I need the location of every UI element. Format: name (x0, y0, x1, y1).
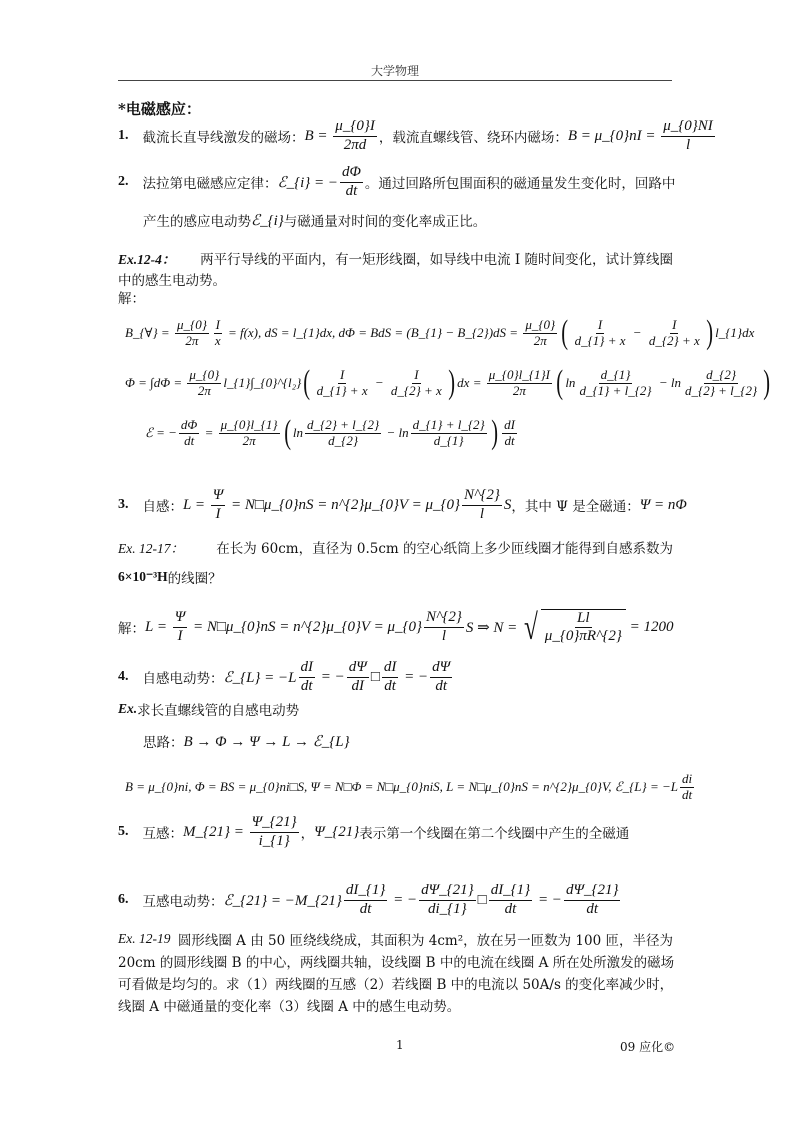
math-text: S ⇒ N = (465, 619, 522, 636)
footer-note: 09 应化© (620, 1040, 676, 1054)
formula (305, 118, 379, 154)
formula (251, 211, 284, 230)
math-text: = N□μ_{0}nS = n^{2}μ_{0}V = μ_{0} (189, 618, 422, 635)
denominator: d_{1} + x (316, 382, 368, 398)
text-line (125, 311, 754, 355)
numerator: dΨ (347, 659, 369, 677)
math-text: ℰ = − (145, 425, 177, 440)
denominator: μ_{0}πR^{2} (544, 628, 622, 644)
paren: ) (763, 364, 771, 401)
text: 截流长直导线激发的磁场： (142, 130, 305, 146)
item-number: 2. (118, 174, 129, 189)
math-text: ℰ_{i} (251, 212, 284, 229)
denominator: d_{2} + x (648, 332, 700, 348)
numerator: d_{1} + l_{2} (412, 416, 485, 432)
denominator: I (177, 627, 183, 644)
fraction (179, 418, 199, 449)
item-number: 3. (118, 497, 129, 512)
radical-sign: √ (523, 606, 538, 647)
item-number: 4. (118, 669, 129, 684)
math-text: − (629, 325, 645, 340)
math-text: = (201, 425, 217, 440)
fraction (315, 368, 370, 399)
paren: ( (561, 314, 569, 351)
fraction (187, 368, 221, 399)
math-text: l_{1}dx (715, 325, 755, 340)
math-text: Φ = ∫dΦ = (125, 375, 186, 390)
fraction (680, 772, 694, 803)
text: 互感： (142, 826, 183, 842)
formula (568, 118, 717, 154)
math-text: ln (292, 425, 303, 440)
numerator: dI_{1} (344, 882, 388, 900)
fraction (647, 318, 702, 349)
fraction (305, 418, 381, 449)
numerator: I (414, 366, 419, 382)
math-text: ℰ_{L} = −L (223, 669, 297, 686)
text-line (118, 810, 629, 854)
denominator: di_{1} (428, 900, 467, 917)
text: 求长直螺线管的自感电动势 (137, 703, 300, 719)
fraction (683, 368, 759, 399)
numerator: N^{2} (462, 487, 502, 505)
denominator: I (215, 505, 221, 522)
fraction (523, 318, 557, 349)
text: 。通过回路所包围面积的磁通量发生变化时，回路中 (364, 176, 676, 192)
fraction (462, 487, 502, 523)
fraction (389, 368, 444, 399)
math-text: = N□μ_{0}nS = n^{2}μ_{0}V = μ_{0} (227, 496, 460, 513)
math-text: − ln (655, 375, 682, 390)
formula (183, 814, 301, 850)
math-text: dx = (457, 375, 485, 390)
math-text: B = (304, 127, 332, 144)
numerator: dΦ (180, 416, 198, 432)
numerator: dΦ (340, 164, 363, 182)
denominator: 2π (533, 332, 547, 348)
formula (145, 606, 674, 647)
text: 解： (118, 291, 145, 307)
text: 产生的感应电动势 (143, 214, 251, 230)
numerator: μ_{0}l_{1} (220, 416, 278, 432)
fraction (489, 882, 533, 918)
numerator: di (682, 770, 693, 786)
math-text: = − (389, 891, 418, 908)
text-line (145, 411, 519, 455)
math-text: □ (370, 668, 380, 685)
denominator: x (214, 332, 221, 348)
header-rule (118, 80, 672, 81)
formula (125, 772, 696, 803)
numerator: d_{1} (600, 366, 631, 382)
denominator: d_{1} (433, 432, 464, 448)
page-header-title: 大学物理 (370, 64, 419, 78)
fraction (299, 659, 316, 695)
text: 法拉第电磁感应定律： (142, 176, 278, 192)
numerator: Ψ_{21} (250, 814, 299, 832)
fraction (430, 659, 452, 695)
numerator: μ_{0} (189, 366, 220, 382)
math-text: = 1200 (625, 618, 674, 635)
denominator: dt (300, 677, 313, 694)
text: 可看做是均匀的。求（1）两线圈的互感（2）若线圈 B 中的电流以 50A/s 的变化率减少时， (118, 977, 674, 993)
text: ，载流直螺线管、绕环内磁场： (378, 130, 568, 146)
item-number: 6. (118, 892, 129, 907)
text-line (125, 765, 696, 809)
numerator: dΨ (430, 659, 452, 677)
math-text: B_{∀} = (125, 325, 173, 340)
text: 自感： (142, 499, 183, 515)
denominator: dt (345, 182, 358, 199)
text: 20cm 的圆形线圈 B 的中心，两线圈共轴，设线圈 B 中的电流在线圈 A 所在处所激发的磁场 (118, 955, 675, 971)
numerator: d_{2} (706, 366, 737, 382)
text-line (118, 605, 673, 649)
text: 解： (118, 621, 145, 637)
numerator: μ_{0}l_{1}I (488, 366, 550, 382)
math-text: B = μ_{0}nI = (567, 127, 660, 144)
fraction (173, 609, 188, 645)
fraction (340, 164, 363, 200)
numerator: Ψ (211, 487, 226, 505)
denominator: d_{2} + l_{2} (685, 382, 758, 398)
numerator: dΨ_{21} (419, 882, 476, 900)
fraction (213, 318, 223, 349)
text: 互感电动势： (142, 894, 224, 910)
math-text: l_{1}∫_{0}^{l₂} (223, 375, 302, 390)
denominator: l (479, 505, 484, 522)
paren: ( (556, 364, 564, 401)
fraction (411, 418, 487, 449)
paren: ( (303, 364, 311, 401)
fraction (502, 418, 517, 449)
math-text: Ψ = nΦ (639, 496, 687, 513)
denominator: l (685, 136, 691, 153)
fraction (250, 814, 299, 850)
fraction (175, 318, 209, 349)
fraction (577, 368, 653, 399)
text-line (118, 114, 717, 158)
text: 表示第一个线圈在第二个线圈中产生的全磁通 (359, 826, 630, 842)
numerator: dI (382, 659, 399, 677)
formula (278, 164, 365, 200)
denominator: dt (504, 900, 517, 917)
text: 自感电动势： (142, 671, 224, 687)
numerator: I (597, 316, 603, 332)
numerator: dI (504, 416, 515, 432)
math-text: □ (477, 891, 487, 908)
text: 线圈 A 中磁通量的变化率（3）线圈 A 中的感生电动势。 (118, 999, 461, 1015)
math-text: = − (534, 891, 562, 908)
numerator: dI (299, 659, 316, 677)
text: 圆形线圈 A 由 50 匝绕线绕成，其面积为 4cm²，放在另一匝数为 100 匝，半径为 (177, 933, 673, 949)
radicand (541, 609, 626, 646)
item-number: 1. (118, 128, 129, 143)
numerator: Ll (575, 610, 592, 628)
denominator: dt (384, 677, 396, 694)
numerator: I (672, 316, 677, 332)
text-line (125, 361, 773, 405)
text-line (118, 555, 222, 599)
math-text: S (503, 496, 512, 513)
math-text: − (371, 375, 387, 390)
fraction (564, 882, 621, 918)
formula (184, 732, 350, 751)
bold-text: 6×10⁻³H (118, 569, 168, 584)
math-text: − ln (383, 425, 409, 440)
numerator: dI_{1} (489, 882, 533, 900)
text: ，其中 Ψ 是全磁通： (511, 499, 640, 515)
example-label: Ex.12-4： (118, 252, 176, 267)
denominator: 2π (197, 382, 211, 398)
text: 在长为 60cm，直径为 0.5cm 的空心纸筒上多少匝线圈才能得到自感系数为 (216, 541, 673, 557)
math-text: L = (183, 496, 209, 513)
fraction (573, 318, 628, 349)
math-text: = f(x), dS = l_{1}dx, dΦ = BdS = (B_{1} − B_{2})dS = (224, 325, 522, 340)
text: 中的感生电动势。 (118, 273, 226, 289)
fraction (487, 368, 552, 399)
fraction (344, 882, 388, 918)
text-line (118, 983, 460, 1027)
math-text: M_{21} = (183, 823, 248, 840)
numerator: μ_{0}I (333, 118, 377, 136)
denominator: d_{1} + l_{2} (579, 382, 652, 398)
text: 思路： (143, 735, 184, 751)
fraction (543, 610, 624, 646)
fraction (419, 882, 476, 918)
text-line (118, 878, 622, 922)
numerator: I (339, 366, 345, 382)
paren: ) (491, 414, 498, 451)
paren: ( (283, 414, 291, 451)
numerator: μ_{0}NI (661, 118, 715, 136)
example-label: Ex. (118, 701, 138, 716)
fraction (219, 418, 280, 449)
denominator: d_{2} + x (390, 382, 442, 398)
text: 与磁通量对时间的变化率成正比。 (283, 214, 487, 230)
denominator: d_{1} + x (574, 332, 626, 348)
denominator: dt (435, 677, 447, 694)
text-line (118, 483, 687, 527)
math-text: ℰ_{i} = − (277, 174, 338, 191)
denominator: dt (586, 900, 599, 917)
numerator: μ_{0} (525, 316, 556, 332)
formula (640, 497, 687, 514)
denominator: dt (359, 900, 372, 917)
fraction (347, 659, 369, 695)
bold-text: *电磁感应： (118, 99, 201, 118)
example-label: Ex. 12-19 (118, 931, 171, 946)
math-text: L = (145, 618, 171, 635)
denominator: dI (351, 677, 365, 694)
formula (125, 316, 754, 350)
math-text: Ψ_{21} (314, 823, 360, 840)
denominator: l (441, 627, 446, 644)
numerator: Ψ (173, 609, 188, 627)
formula (125, 366, 773, 400)
fraction (333, 118, 377, 154)
square-root (521, 606, 626, 647)
paren: ) (706, 314, 713, 351)
example-label: Ex. 12-17： (118, 541, 184, 556)
numerator: dΨ_{21} (564, 882, 621, 900)
denominator: dt (504, 432, 515, 448)
math-text: B → Φ → Ψ → L → ℰ_{L} (183, 733, 350, 750)
denominator: 2π (512, 382, 526, 398)
fraction (424, 609, 464, 645)
math-text: = − (400, 668, 429, 685)
denominator: d_{2} (328, 432, 359, 448)
formula (224, 882, 623, 918)
fraction (211, 487, 226, 523)
math-text: ln (565, 375, 576, 390)
numerator: N^{2} (424, 609, 464, 627)
denominator: 2π (185, 332, 199, 348)
denominator: 2π (242, 432, 256, 448)
formula (183, 487, 511, 523)
fraction (382, 659, 399, 695)
text-line (143, 719, 350, 763)
math-text: ℰ_{21} = −M_{21} (223, 892, 342, 909)
math-text: B = μ_{0}ni, Φ = BS = μ_{0}ni□S, Ψ = N□Φ = N□μ_{0}niS, L = N□μ_{0}nS = n^{2}μ_{0}V, ℰ_{L} = −L (125, 779, 679, 794)
denominator: dt (184, 432, 195, 448)
math-text: = − (317, 668, 345, 685)
text: ， (300, 826, 315, 842)
numerator: I (215, 316, 220, 332)
fraction (661, 118, 715, 154)
numerator: μ_{0} (176, 316, 207, 332)
formula (145, 416, 519, 450)
text: 的线圈？ (167, 571, 222, 587)
denominator: dt (682, 786, 693, 802)
text: 两平行导线的平面内，有一矩形线圈，如导线中电流 I 随时间变化，试计算线圈 (200, 252, 673, 268)
numerator: d_{2} + l_{2} (307, 416, 380, 432)
formula (314, 824, 359, 841)
paren: ) (448, 364, 455, 401)
denominator: i_{1} (258, 832, 290, 849)
denominator: 2πd (343, 136, 367, 153)
item-number: 5. (118, 824, 129, 839)
page-number: 1 (396, 1038, 404, 1052)
